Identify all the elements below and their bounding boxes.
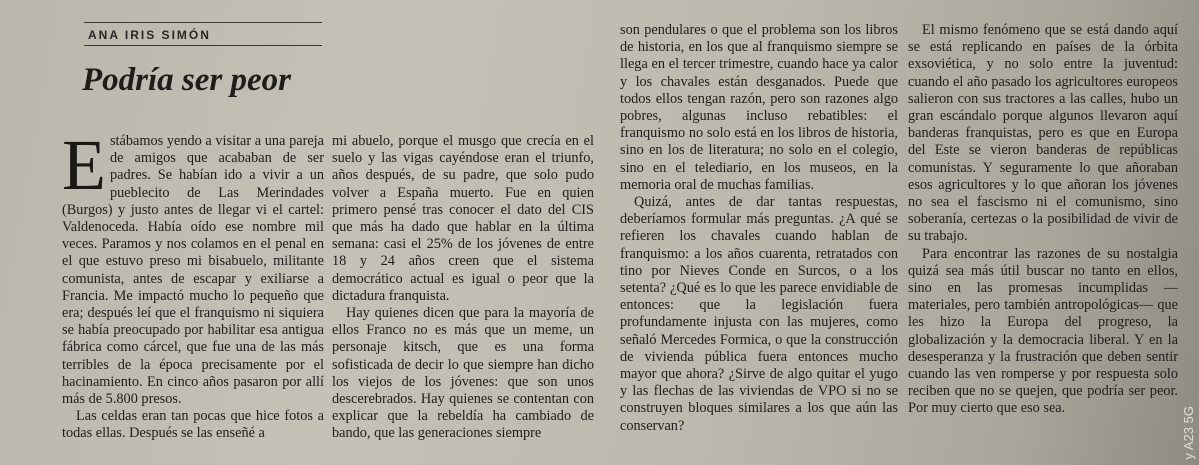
paragraph: Las celdas eran tan pocas que hice fotos a todas ellas. Después se las enseñé a — [62, 408, 324, 442]
paragraph: son pendulares o que el problema son los libros de historia, en los que al franquismo siempre se llega en el tercer trimestre, cuando hace ya calor y los chavales están desganados. Puede que todos ellos tengan razón, pero son razones algo pobres, algunas incluso rebatibles: el franquismo no solo está en los libros de historia, sino en los de literatura; no solo en el colegio, sino en el telediario, en los museos, en la memoria oral de muchas familias. — [620, 22, 898, 193]
column-4 — [908, 22, 1178, 442]
author-byline: ANA IRIS SIMÓN — [88, 28, 211, 42]
paragraph: Quizá, antes de dar tantas respuestas, deberíamos formular más preguntas. ¿A qué se refieren los chavales cuando hablan de franquismo: a los años cuarenta, retratados con tino por Nieves Conde en Surcos, o a los setenta? ¿Qué es lo que les parece envidiable de entonces: que la legislación fuera profundamente injusta con las mujeres, como señaló Mercedes Formica, o que la construcción de vivienda pública fuera entonces mucho mayor que ahora? ¿Sirve de algo quitar el yugo y las flechas de las viviendas de VPO si no se construyen bloques similares a los que aún las conservan? — [620, 194, 898, 434]
paragraph: El mismo fenómeno que se está dando aquí se está replicando en países de la órbita exsoviética, y no solo entre la juventud: cuando el año pasado los agricultores europeos salieron con sus tractores a las calles, hubo un gran escándalo porque algunos llevaron aquí banderas franquistas, pero es que en Europa del Este se vieron banderas de repúblicas comunistas. Y seguramente lo que añoraban esos agricultores y lo que añoran los jóvenes no sea el fascismo ni el comunismo, sino soberanía, certezas o la posibilidad de vivir de su trabajo. — [908, 22, 1178, 245]
byline-rule-bottom — [84, 45, 322, 46]
byline-rule-top — [84, 22, 322, 23]
camera-watermark: y A23 5G — [1181, 405, 1196, 459]
column-1 — [62, 125, 324, 442]
article-title: Podría ser peor — [82, 62, 291, 98]
paragraph: Hay quienes dicen que para la mayoría de ellos Franco no es más que un meme, un personaje kitsch, que es una forma sofisticada de decir lo que siempre han dicho los viejos de los jóvenes: que son unos descerebrados. Hay quienes se contentan con explicar que la rebeldía ha cambiado de bando, que las generaciones siempre — [332, 305, 594, 442]
column-2 — [332, 133, 594, 442]
paragraph: mi abuelo, porque el musgo que crecía en el suelo y las vigas cayéndose eran el triunfo, años después, de su padre, que solo pudo volver a España muerto. Fue en quien primero pensé tras conocer el dato del CIS que más ha dado que hablar en la última semana: casi el 25% de los jóvenes de entre 18 y 24 años creen que el sistema democrático actual es igual o peor que la dictadura franquista. — [332, 133, 594, 304]
paragraph — [62, 125, 324, 408]
column-3 — [620, 22, 898, 442]
paragraph-text: stábamos yendo a visitar a una pareja de amigos que acababan de ser padres. Se habían ido a vivir a un pueblecito de Las Merindades (Burgos) y justo antes de llegar vi el cartel: Valdenoceda. Había oído ese nombre mil veces. Paramos y nos colamos en el penal en el que estuvo preso mi bisabuelo, militante comunista, antes de escapar y exiliarse a Francia. Me impactó mucho lo pequeño que era; después leí que el franquismo ni siquiera se había preocupado por habilitar esa antigua fábrica como cárcel, que fue una de las más terribles de la época precisamente por el hacinamiento. En cinco años pasaron por allí más de 5.800 presos. — [62, 133, 324, 408]
drop-cap: E — [62, 125, 106, 205]
paragraph: Para encontrar las razones de su nostalgia quizá sea más útil buscar no tanto en ellos, sino en las promesas incumplidas —materiales, pero también antropológicas— que les hizo la Europa del progreso, la globalización y la democracia liberal. Y en la desesperanza y la frustración que deben sentir cuando las ven romperse y por respuesta solo reciben que no se quejen, que podría ser peor. Por muy cierto que eso sea. — [908, 245, 1178, 417]
